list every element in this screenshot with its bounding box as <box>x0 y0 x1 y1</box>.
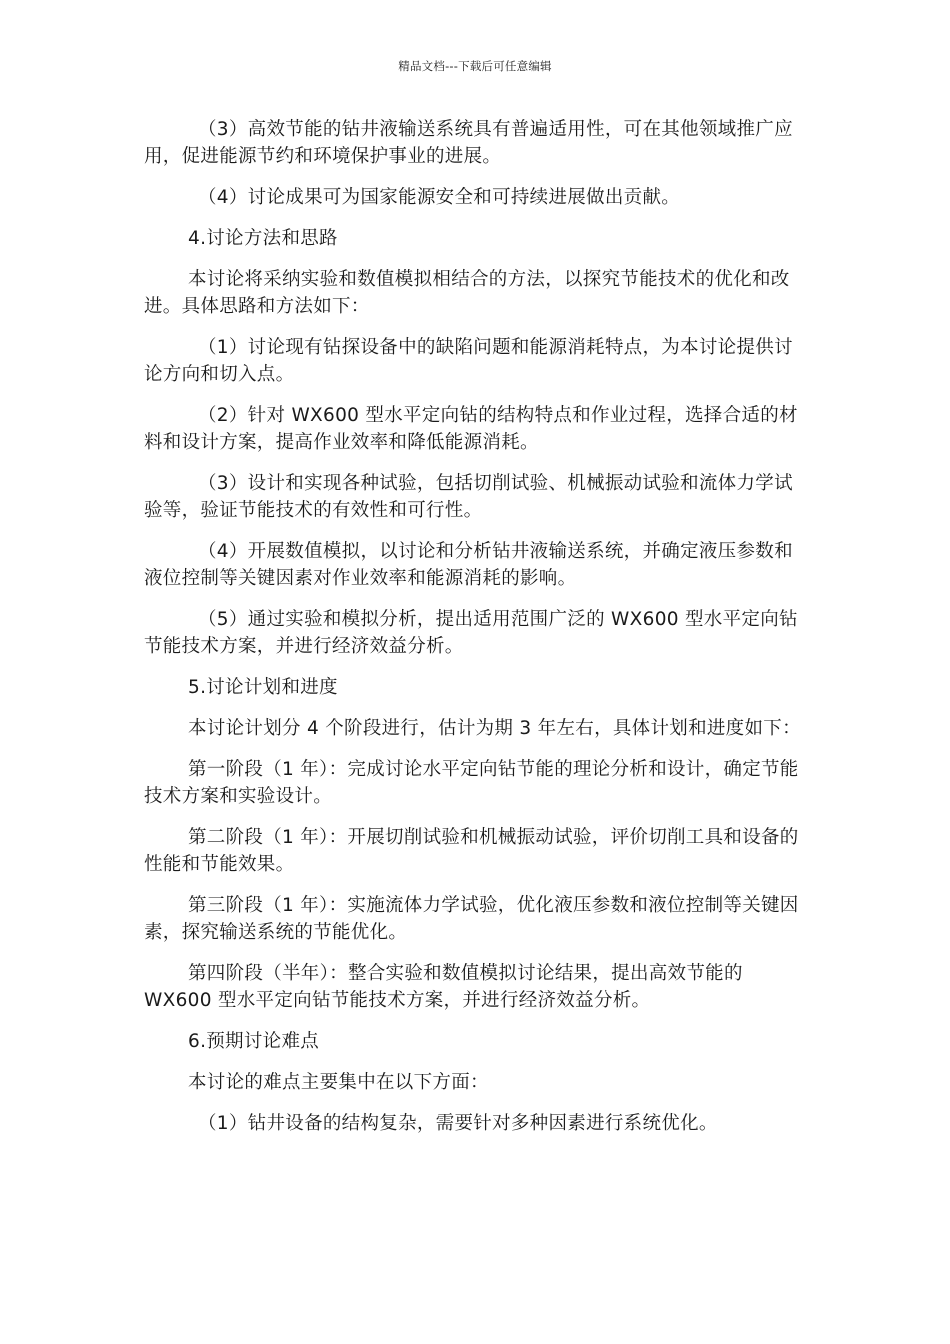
document-body <box>144 116 806 1151</box>
paragraph-phase-1: 第一阶段（1 年）：完成讨论水平定向钻节能的理论分析和设计，确定节能技术方案和实验设计。 <box>144 759 799 807</box>
paragraph-method-5: （5）通过实验和模拟分析，提出适用范围广泛的 WX600 型水平定向钻节能技术方案，并进行经济效益分析。 <box>144 609 798 657</box>
paragraph-phase-2: 第二阶段（1 年）：开展切削试验和机械振动试验，评价切削工具和设备的性能和节能效果。 <box>144 827 799 875</box>
paragraph-method-4: （4）开展数值模拟，以讨论和分析钻井液输送系统，并确定液压参数和液位控制等关键因素对作业效率和能源消耗的影响。 <box>144 541 793 589</box>
paragraph-benefit-4: （4）讨论成果可为国家能源安全和可持续进展做出贡献。 <box>198 187 681 208</box>
paragraph-phase-3: 第三阶段（1 年）：实施流体力学试验，优化液压参数和液位控制等关键因素，探究输送系统的节能优化。 <box>144 895 799 943</box>
section-heading-difficulties: 6.预期讨论难点 <box>188 1031 320 1052</box>
paragraph-method-2: （2）针对 WX600 型水平定向钻的结构特点和作业过程，选择合适的材料和设计方案，提高作业效率和降低能源消耗。 <box>144 405 798 453</box>
paragraph-benefit-3: （3）高效节能的钻井液输送系统具有普遍适用性，可在其他领域推广应用，促进能源节约和环境保护事业的进展。 <box>144 119 793 167</box>
paragraph-phase-4: 第四阶段（半年）：整合实验和数值模拟讨论结果，提出高效节能的 WX600 型水平定向钻节能技术方案，并进行经济效益分析。 <box>144 963 749 1011</box>
paragraph-method-3: （3）设计和实现各种试验，包括切削试验、机械振动试验和流体力学试验等，验证节能技术的有效性和可行性。 <box>144 473 793 521</box>
paragraph-difficulties-intro: 本讨论的难点主要集中在以下方面： <box>188 1072 489 1093</box>
paragraph-methods-intro: 本讨论将采纳实验和数值模拟相结合的方法，以探究节能技术的优化和改进。具体思路和方法如下： <box>144 269 790 317</box>
section-heading-plan: 5.讨论计划和进度 <box>188 677 338 698</box>
paragraph-plan-intro: 本讨论计划分 4 个阶段进行，估计为期 3 年左右，具体计划和进度如下： <box>188 718 801 739</box>
section-heading-methods: 4.讨论方法和思路 <box>188 228 338 249</box>
page-header: 精品文档---下载后可任意编辑 <box>398 59 552 73</box>
paragraph-difficulty-1: （1）钻井设备的结构复杂，需要针对多种因素进行系统优化。 <box>198 1113 718 1134</box>
paragraph-method-1: （1）讨论现有钻探设备中的缺陷问题和能源消耗特点，为本讨论提供讨论方向和切入点。 <box>144 337 793 385</box>
